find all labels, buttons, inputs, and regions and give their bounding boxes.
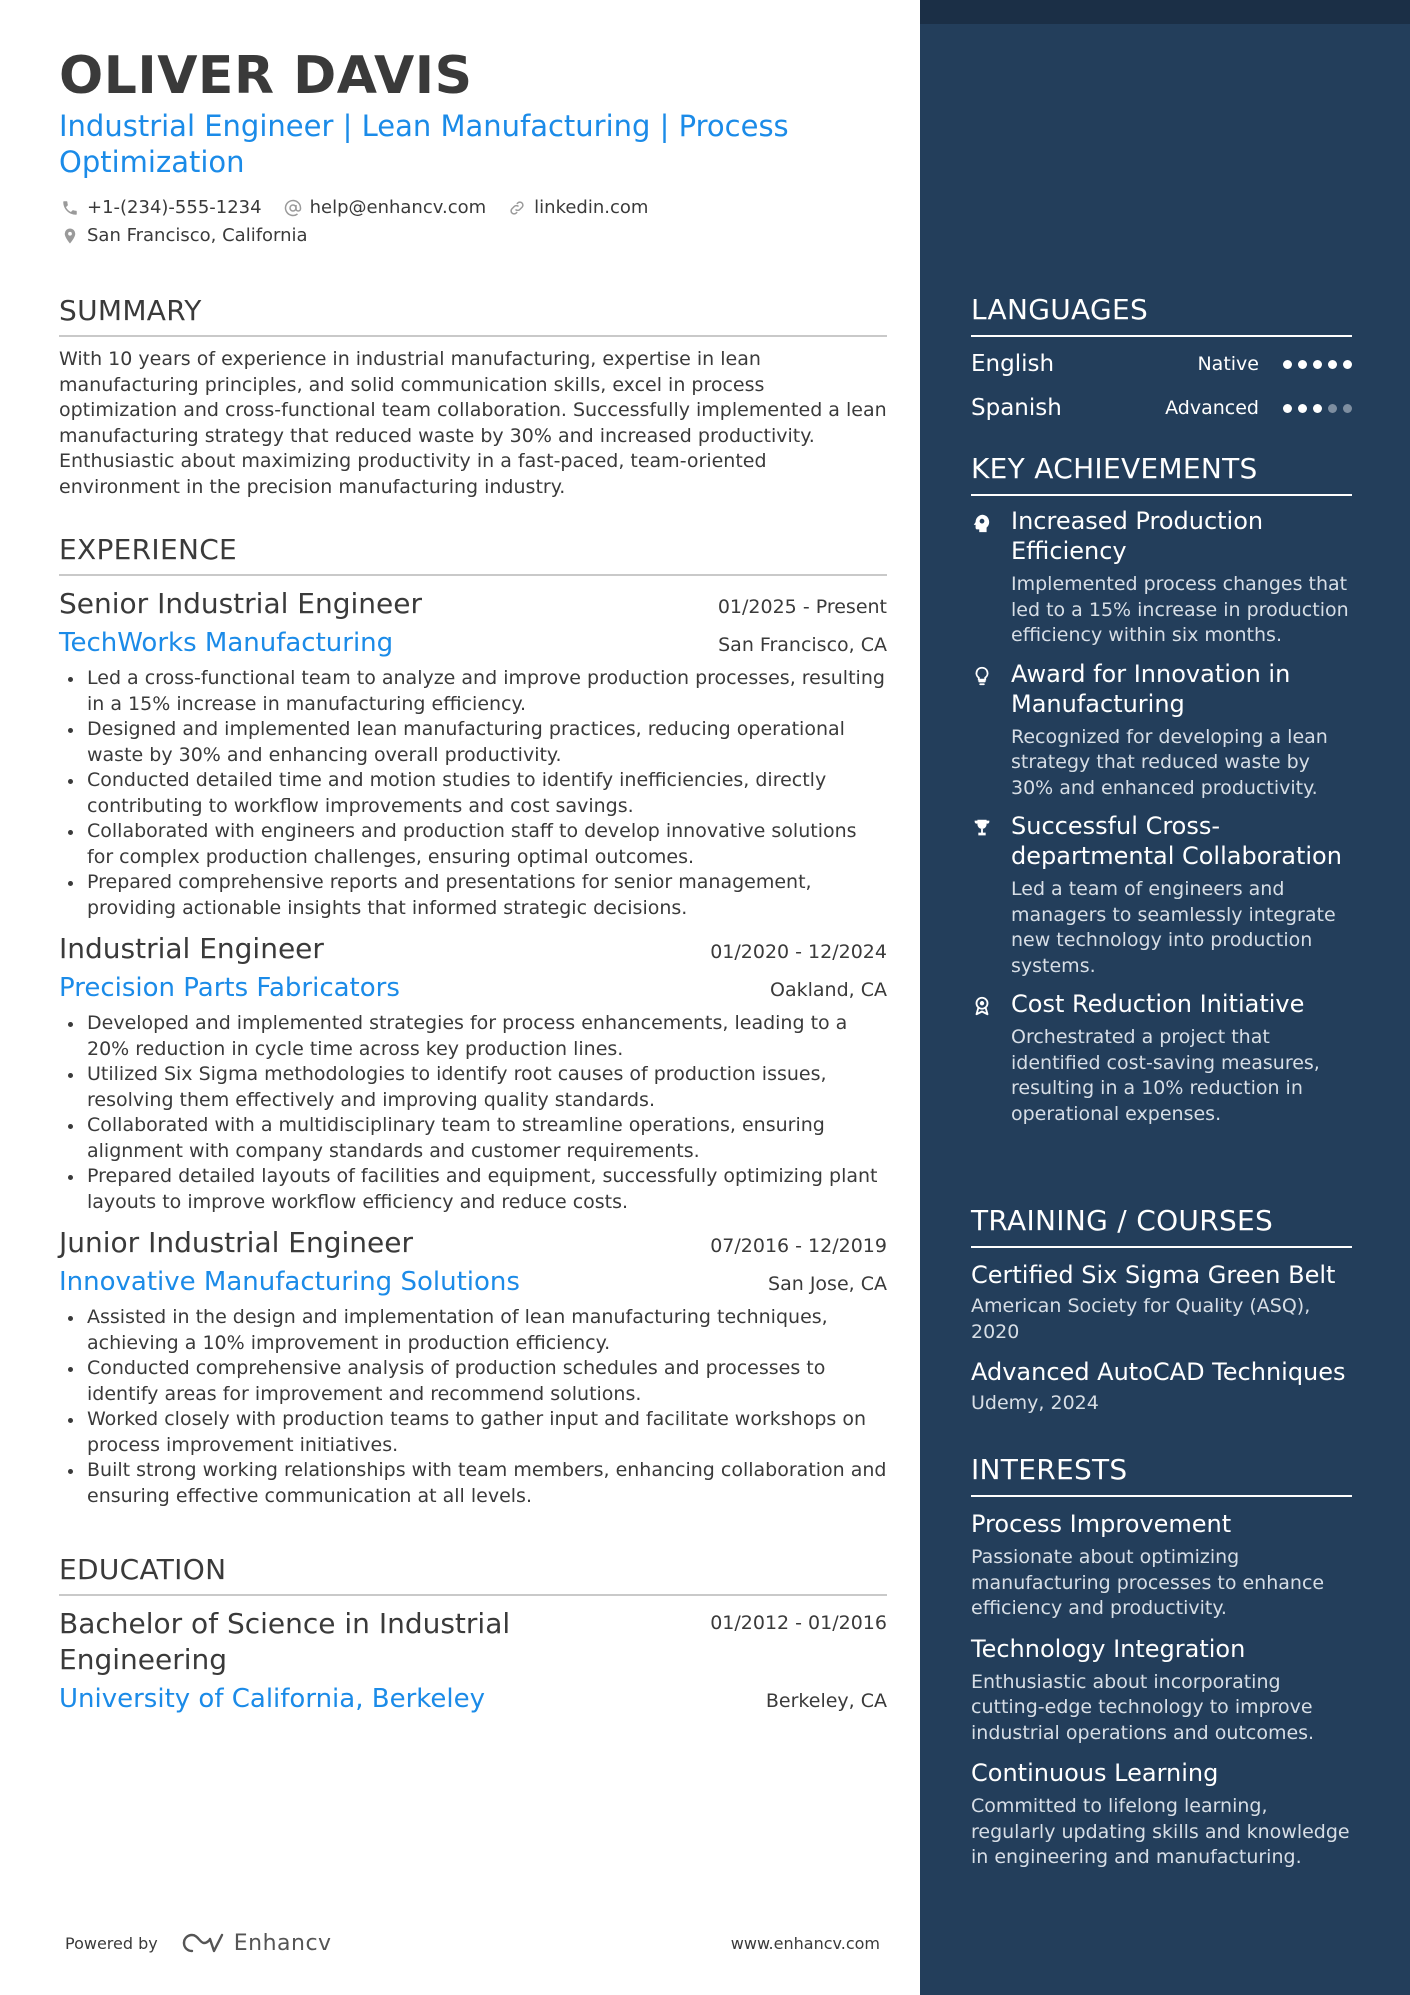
language-rating [1283,360,1352,369]
bullet-item: Worked closely with production teams to gather input and facilitate workshops on process improvement initiatives. [59,1407,887,1458]
company-name[interactable]: Precision Parts Fabricators [59,973,400,1003]
contact-info [59,194,889,250]
course-title: Certified Six Sigma Green Belt [971,1261,1336,1289]
job-bullets [59,666,887,921]
summary-section [59,293,887,500]
job-dates: 01/2025 - Present [717,596,887,618]
education-section [59,1552,887,1716]
course-item [971,1260,1352,1345]
language-level: Advanced [1165,397,1259,419]
experience-heading: EXPERIENCE [59,533,238,566]
interest-item [971,1758,1352,1871]
section-divider [971,335,1352,337]
headline-line-2: Optimization [59,145,245,179]
languages-heading: LANGUAGES [971,293,1149,326]
interests-heading: INTERESTS [971,1453,1128,1486]
enhancv-logo[interactable] [180,1931,332,1956]
achievement-title: Increased Production Efficiency [1011,507,1264,565]
education-dates: 01/2012 - 01/2016 [710,1612,887,1634]
job-dates: 01/2020 - 12/2024 [710,941,887,963]
job-title: Industrial Engineer [59,932,324,965]
section-divider [59,574,887,576]
achievements-section [971,451,1352,1127]
interest-desc: Committed to lifelong learning, regularly updating skills and knowledge in engineering and manufacturing. [971,1795,1350,1868]
bullet-item: Conducted comprehensive analysis of production schedules and processes to identify areas for improvement and recommend solutions. [59,1356,887,1407]
bullet-item: Prepared detailed layouts of facilities and equipment, successfully optimizing plant layouts to improve workflow efficiency and reduce costs. [59,1164,887,1215]
at-sign-icon [282,197,304,219]
bullet-item: Utilized Six Sigma methodologies to identify root causes of production issues, resolving them effectively and improving quality standards. [59,1062,887,1113]
section-divider [971,1246,1352,1248]
achievement-title: Cost Reduction Initiative [1011,990,1305,1018]
bullet-item: Conducted detailed time and motion studies to identify inefficiencies, directly contributing to workflow improvements and cost savings. [59,768,887,819]
section-divider [971,1495,1352,1497]
job-bullets [59,1305,887,1509]
email-contact[interactable] [282,194,487,222]
job-bullets [59,1011,887,1215]
course-provider: American Society for Quality (ASQ), 2020 [971,1295,1311,1343]
languages-section [971,292,1352,425]
rating-dot-filled [1328,360,1337,369]
language-level: Native [1197,353,1259,375]
rating-dot-filled [1298,360,1307,369]
bullet-item: Developed and implemented strategies for process enhancements, leading to a 20% reduction in cycle time across key production lines. [59,1011,887,1062]
powered-by-label: Powered by [65,1933,158,1953]
language-name: English [971,351,1055,377]
achievement-item [971,659,1352,802]
course-item [971,1357,1352,1417]
headline [59,108,889,180]
company-name[interactable]: Innovative Manufacturing Solutions [59,1267,520,1297]
interest-title: Process Improvement [971,1510,1232,1538]
bullet-item: Led a cross-functional team to analyze and improve production processes, resulting in a 15% increase in manufacturing efficiency. [59,666,887,717]
bullet-item: Designed and implemented lean manufacturing practices, reducing operational waste by 30% and enhancing overall productivity. [59,717,887,768]
page-footer [65,1925,880,1961]
job-entry [59,1225,887,1509]
achievement-title: Award for Innovation in Manufacturing [1011,659,1291,718]
achievement-item [971,811,1352,979]
job-title: Junior Industrial Engineer [59,1226,413,1259]
achievement-desc: Recognized for developing a lean strategy that reduced waste by 30% and enhanced productivity. [1011,725,1328,799]
brain-gear-icon [971,506,1011,649]
interest-title: Continuous Learning [971,1759,1219,1787]
sidebar [920,0,1410,1995]
phone-text: +1-(234)-555-1234 [87,197,262,218]
email-text: help@enhancv.com [309,197,487,218]
summary-text: With 10 years of experience in industrial manufacturing, expertise in lean manufacturing principles, and solid communication skills, excel in process optimization and cross-functional team collaboration. Successfully implemented a lean manufacturing strategy that reduced waste by 30% and increased productivity. Enthusiastic about maximizing productivity in a fast-paced, team-oriented environment in the precision manufacturing industry. [59,348,887,498]
job-location: Oakland, CA [770,979,887,1001]
job-title: Senior Industrial Engineer [59,587,422,620]
award-ribbon-icon [971,989,1011,1127]
school-location: Berkeley, CA [765,1690,887,1712]
achievement-desc: Implemented process changes that led to a 15% increase in production efficiency within six months. [1011,573,1349,646]
location-pin-icon [59,225,81,247]
language-rating [1283,404,1352,413]
interest-item [971,1509,1352,1622]
course-title: Advanced AutoCAD Techniques [971,1358,1346,1386]
training-section [971,1203,1352,1417]
interest-desc: Passionate about optimizing manufacturing processes to enhance efficiency and productivity. [971,1546,1325,1619]
job-location: San Jose, CA [768,1273,887,1295]
candidate-name: OLIVER DAVIS [59,46,473,106]
phone-contact[interactable] [59,194,262,222]
rating-dot-filled [1283,404,1292,413]
link-icon [506,197,528,219]
bullet-item: Collaborated with engineers and production staff to develop innovative solutions for complex production challenges, ensuring optimal outcomes. [59,819,887,870]
training-heading: TRAINING / COURSES [971,1204,1274,1237]
job-location: San Francisco, CA [718,634,887,656]
achievement-title: Successful Cross-departmental Collaboration [1011,812,1342,870]
enhancv-brand-text: Enhancv [233,1930,332,1956]
headline-line-1: Industrial Engineer | Lean Manufacturing | Process [59,109,789,143]
rating-dot-empty [1343,404,1352,413]
degree-title [59,1606,510,1678]
rating-dot-filled [1313,404,1322,413]
rating-dot-empty [1328,404,1337,413]
enhancv-logo-icon [180,1931,226,1955]
section-divider [59,1594,887,1596]
job-dates: 07/2016 - 12/2019 [710,1235,887,1257]
experience-section [59,532,887,1509]
rating-dot-filled [1298,404,1307,413]
achievement-desc: Orchestrated a project that identified cost-saving measures, resulting in a 10% reduction in operational expenses. [1011,1026,1320,1125]
resume-header [59,46,889,250]
course-provider: Udemy, 2024 [971,1392,1099,1414]
bullet-item: Prepared comprehensive reports and presentations for senior management, providing actionable insights that informed strategic decisions. [59,870,887,921]
bullet-item: Assisted in the design and implementation of lean manufacturing techniques, achieving a 10% improvement in production efficiency. [59,1305,887,1356]
rating-dot-filled [1313,360,1322,369]
degree-line-1: Bachelor of Science in Industrial [59,1607,511,1640]
trophy-icon [971,811,1011,979]
location-contact [59,222,308,250]
rating-dot-filled [1283,360,1292,369]
location-text: San Francisco, California [87,225,308,246]
achievement-desc: Led a team of engineers and managers to seamlessly integrate new technology into production systems. [1011,878,1336,977]
sidebar-top-band [920,0,1410,24]
bullet-item: Built strong working relationships with team members, enhancing collaboration and ensuring effective communication at all levels. [59,1458,887,1509]
education-heading: EDUCATION [59,1553,227,1586]
phone-icon [59,197,81,219]
company-name[interactable]: TechWorks Manufacturing [59,628,394,658]
bullet-item: Collaborated with a multidisciplinary team to streamline operations, ensuring alignment with company standards and customer requirements. [59,1113,887,1164]
interest-title: Technology Integration [971,1634,1246,1663]
achievement-item [971,989,1352,1127]
section-divider [59,335,887,337]
school-name[interactable]: University of California, Berkeley [59,1684,485,1714]
language-item [971,391,1352,425]
linkedin-text: linkedin.com [534,197,649,218]
achievement-item [971,506,1352,649]
interests-section [971,1452,1352,1871]
rating-dot-filled [1343,360,1352,369]
linkedin-contact[interactable] [506,194,648,222]
language-name: Spanish [971,395,1062,421]
job-entry [59,586,887,921]
interest-item [971,1634,1352,1747]
language-item [971,347,1352,381]
degree-line-2: Engineering [59,1643,227,1676]
achievements-heading: KEY ACHIEVEMENTS [971,452,1258,485]
footer-url[interactable]: www.enhancv.com [730,1933,880,1953]
summary-heading: SUMMARY [59,294,202,327]
lightbulb-icon [971,659,1011,802]
interest-desc: Enthusiastic about incorporating cutting-edge technology to improve industrial operations and outcomes. [971,1670,1315,1744]
section-divider [971,494,1352,496]
job-entry [59,931,887,1215]
